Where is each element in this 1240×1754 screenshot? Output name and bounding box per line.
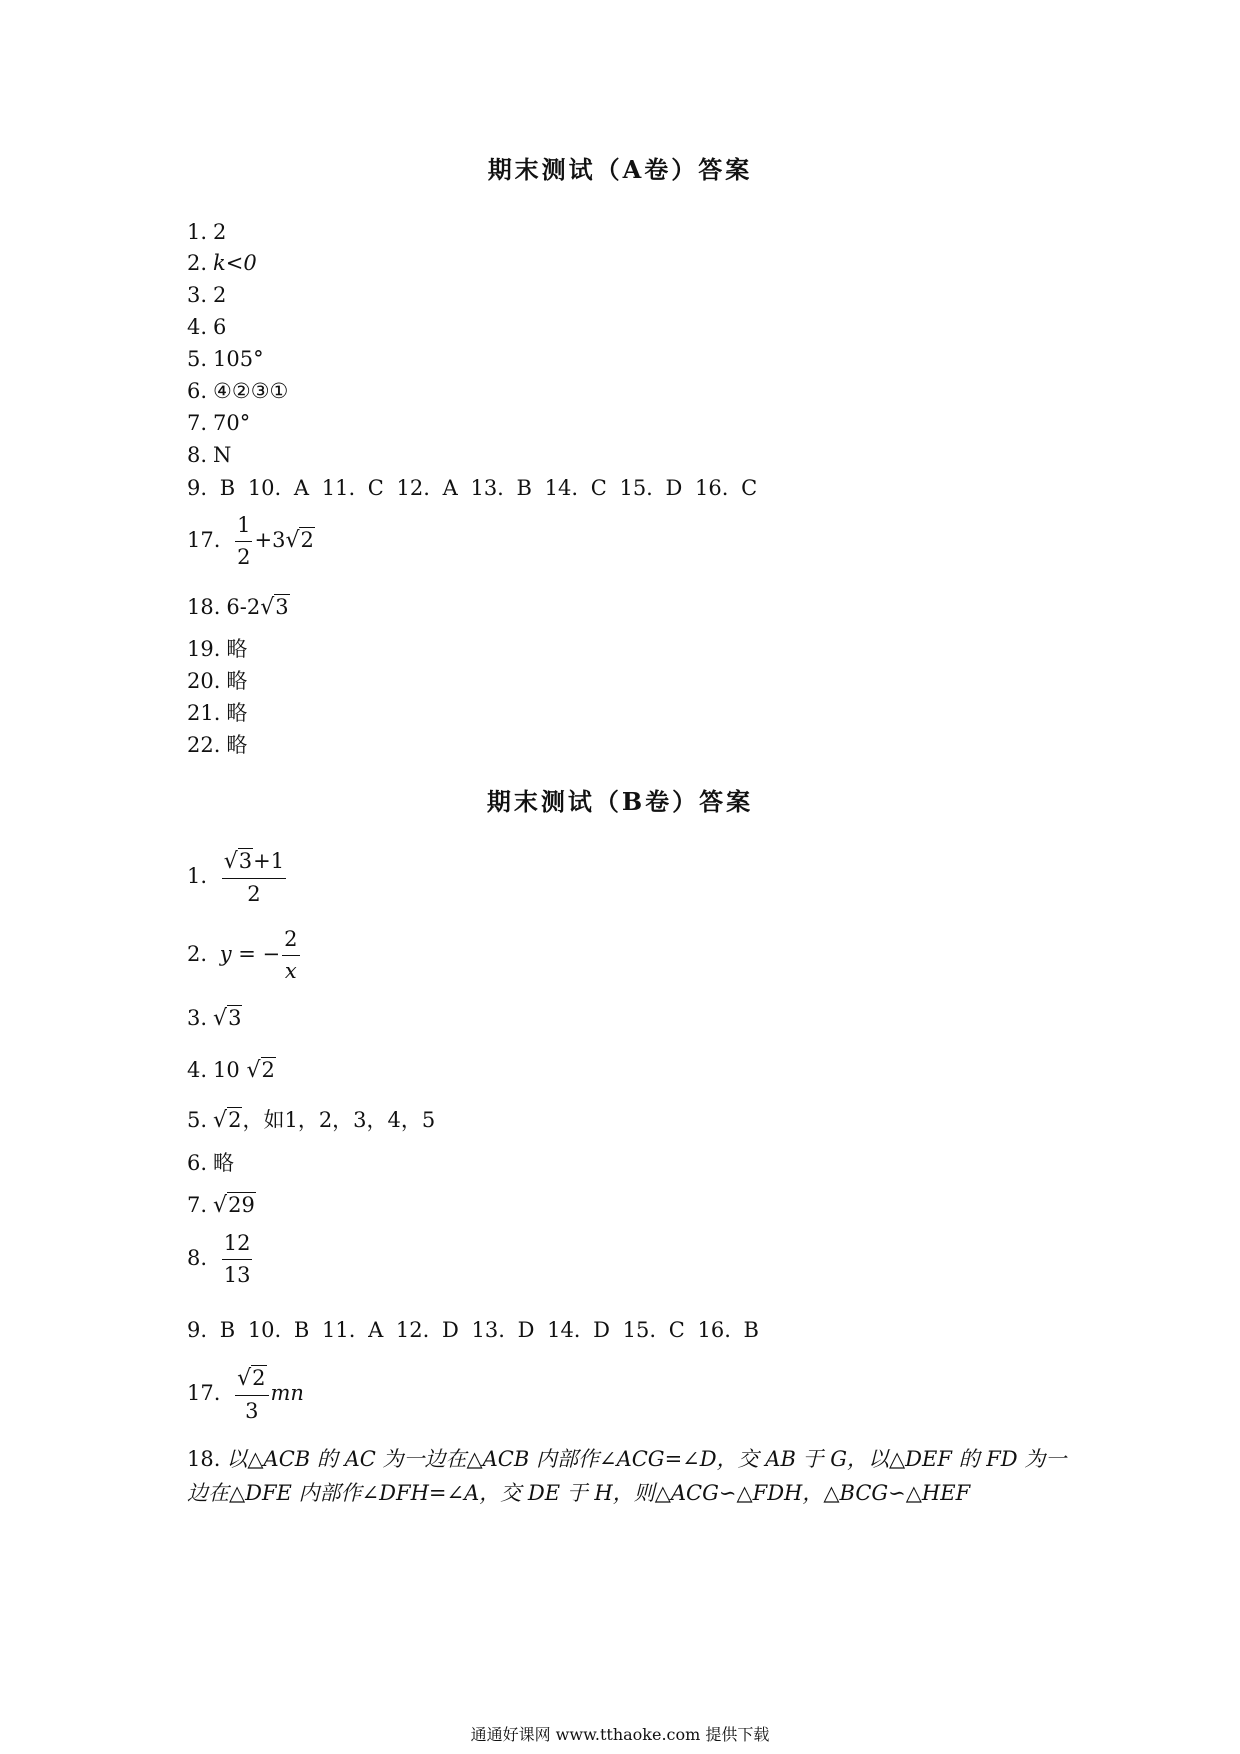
answer-b-multiple-choice: 9. B 10. B 11. A 12. D 13. D 14. D 15. C 16. B bbox=[187, 1318, 759, 1342]
square-root: √2 bbox=[213, 1108, 242, 1133]
square-root: √2 bbox=[237, 1365, 266, 1391]
square-root: √3 bbox=[213, 1006, 242, 1031]
answer-a-22: 22. 略 bbox=[187, 733, 248, 757]
answer-a-1: 1. 2 bbox=[187, 220, 227, 244]
section-a-title: 期末测试（A卷）答案 bbox=[487, 155, 753, 184]
answer-a-17: 17. $\frac{1}{2}$ +3√2 bbox=[187, 513, 314, 569]
answer-a-5: 5. 105° bbox=[187, 347, 264, 371]
answer-b-1: 1. $\frac{√3+1}{2}$ bbox=[187, 848, 285, 906]
answer-b-6: 6. 略 bbox=[187, 1151, 235, 1175]
answer-a-18: 18. 6-2√3 bbox=[187, 595, 289, 620]
answer-b-2: 2. y = − $\frac{2}{x}$ bbox=[187, 927, 298, 983]
square-root: √3 bbox=[260, 595, 289, 620]
answer-a-multiple-choice: 9. B 10. A 11. C 12. A 13. B 14. C 15. D 16. C bbox=[187, 476, 758, 500]
answer-a-19: 19. 略 bbox=[187, 637, 248, 661]
answer-a-8: 8. N bbox=[187, 443, 232, 467]
answer-b-8: 8. $\frac{12}{13}$ bbox=[187, 1231, 251, 1287]
fraction: $\frac{2}{x}$ bbox=[284, 927, 298, 983]
fraction: $\frac{1}{2}$ bbox=[237, 513, 251, 569]
answer-b-4: 4. 10 √2 bbox=[187, 1058, 275, 1083]
footer-source: 通通好课网 www.tthaoke.com 提供下载 bbox=[470, 1725, 770, 1744]
fraction: $\frac{√3+1}{2}$ bbox=[223, 848, 285, 906]
square-root: √2 bbox=[246, 1058, 275, 1083]
answer-a-21: 21. 略 bbox=[187, 701, 248, 725]
fraction: $\frac{√2}{3}$ bbox=[235, 1368, 268, 1422]
answer-a-2: 2. k<0 bbox=[187, 251, 257, 275]
section-b-title: 期末测试（B卷）答案 bbox=[486, 787, 754, 816]
answer-a-7: 7. 70° bbox=[187, 411, 251, 435]
answer-a-4: 4. 6 bbox=[187, 315, 227, 339]
answer-a-3: 3. 2 bbox=[187, 283, 227, 307]
square-root: √29 bbox=[213, 1193, 255, 1218]
answer-b-5: 5. √2，如1，2，3，4，5 bbox=[187, 1108, 436, 1133]
answer-b-3: 3. √3 bbox=[187, 1006, 242, 1031]
square-root: √3 bbox=[223, 848, 253, 874]
answer-b-18: 18. 以△ACB 的 AC 为一边在△ACB 内部作∠ACG=∠D，交 AB 于 G，以△DEF 的 FD 为一边在△DFE 内部作∠DFH=∠A，交 DE 于 H，则△ACG∽△FDH，△BCG∽△HEF bbox=[187, 1447, 1067, 1505]
answer-a-6: 6. ④②③① bbox=[187, 379, 289, 403]
answer-b-17: 17. $\frac{√2}{3}$ mn bbox=[187, 1365, 304, 1423]
square-root: √2 bbox=[285, 528, 314, 553]
answer-a-20: 20. 略 bbox=[187, 669, 248, 693]
answer-b-7: 7. √29 bbox=[187, 1193, 255, 1218]
fraction: $\frac{12}{13}$ bbox=[223, 1231, 251, 1287]
